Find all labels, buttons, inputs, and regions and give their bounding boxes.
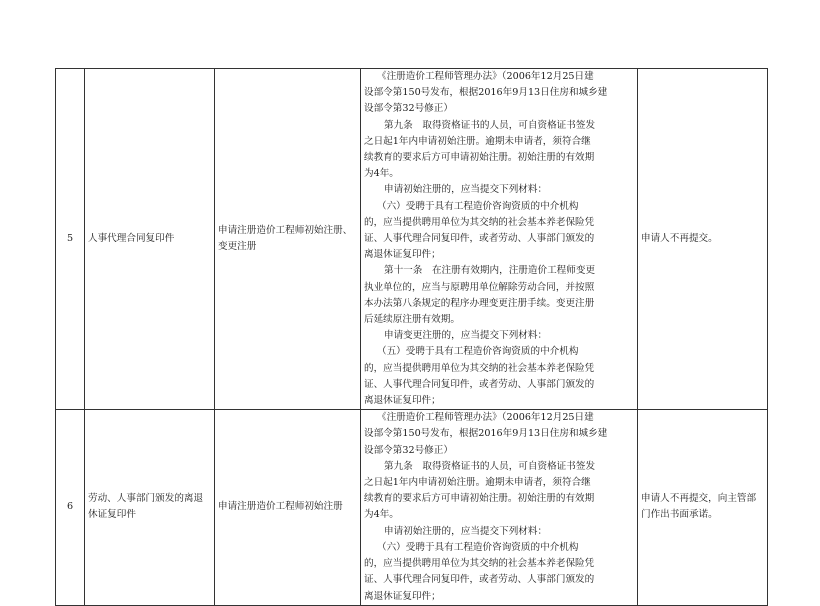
- table-body: [56, 69, 768, 606]
- legal-basis-line: （六）受聘于具有工程造价咨询资质的中介机构: [377, 541, 579, 553]
- legal-basis-line: 后延续原注册有效期。: [364, 314, 460, 326]
- legal-basis-line: 申请初始注册的，应当提交下列材料：: [384, 184, 548, 196]
- service-item: 申请注册造价工程师初始注册、变更注册: [215, 69, 361, 410]
- service-item: 申请注册造价工程师初始注册: [215, 410, 361, 605]
- legal-basis-line: 申请初始注册的，应当提交下列材料：: [384, 525, 548, 537]
- legal-basis-line: 的，应当提供聘用单位为其交纳的社会基本养老保险凭: [364, 558, 595, 570]
- legal-basis: [361, 69, 638, 410]
- legal-basis-line: 证、人事代理合同复印件，或者劳动、人事部门颁发的: [364, 574, 595, 586]
- legal-basis-line: 《注册造价工程师管理办法》（2006年12月25日建: [377, 412, 594, 424]
- table-row: [56, 410, 768, 605]
- legal-basis-line: 设部令第150号发布，根据2016年9月13日住房和城乡建: [364, 87, 608, 99]
- legal-basis-line: 申请变更注册的，应当提交下列材料：: [384, 330, 548, 342]
- legal-basis-line: 之日起1年内申请初始注册。逾期未申请者，须符合继: [364, 135, 591, 147]
- legal-basis-line: 第十一条 在注册有效期内，注册造价工程师变更: [384, 265, 596, 277]
- legal-basis-line: 证、人事代理合同复印件，或者劳动、人事部门颁发的: [364, 233, 595, 245]
- table-row: [56, 69, 768, 410]
- legal-basis-line: 离退休证复印件；: [364, 249, 441, 261]
- legal-basis-line: 执业单位的，应当与原聘用单位解除劳动合同，并按照: [364, 281, 595, 293]
- legal-basis-line: 设部令第150号发布，根据2016年9月13日住房和城乡建: [364, 428, 608, 440]
- legal-basis-line: 离退休证复印件；: [364, 590, 441, 602]
- row-number: 5: [56, 69, 85, 410]
- legal-basis-line: 的，应当提供聘用单位为其交纳的社会基本养老保险凭: [364, 362, 595, 374]
- handling-note: 申请人不再提交，向主管部门作出书面承诺。: [638, 410, 768, 605]
- material-name: 劳动、人事部门颁发的离退休证复印件: [85, 410, 215, 605]
- legal-basis-line: 离退休证复印件；: [364, 395, 441, 407]
- certification-table: [55, 68, 768, 606]
- legal-basis-line: 之日起1年内申请初始注册。逾期未申请者，须符合继: [364, 477, 591, 489]
- legal-basis-line: 续教育的要求后方可申请初始注册。初始注册的有效期: [364, 493, 595, 505]
- legal-basis-line: 第九条 取得资格证书的人员，可自资格证书签发: [384, 460, 596, 472]
- legal-basis-line: 为4年。: [364, 168, 399, 180]
- handling-note: 申请人不再提交。: [638, 69, 768, 410]
- legal-basis: [361, 410, 638, 605]
- row-number: 6: [56, 410, 85, 605]
- legal-basis-line: 《注册造价工程师管理办法》（2006年12月25日建: [377, 71, 594, 82]
- legal-basis-line: 证、人事代理合同复印件，或者劳动、人事部门颁发的: [364, 378, 595, 390]
- legal-basis-line: 的，应当提供聘用单位为其交纳的社会基本养老保险凭: [364, 216, 595, 228]
- legal-basis-line: （六）受聘于具有工程造价咨询资质的中介机构: [377, 200, 579, 212]
- legal-basis-line: 设部令第32号修正）: [364, 103, 453, 115]
- legal-basis-line: 第九条 取得资格证书的人员，可自资格证书签发: [384, 119, 596, 131]
- legal-basis-line: （五）受聘于具有工程造价咨询资质的中介机构: [377, 346, 579, 358]
- legal-basis-line: 设部令第32号修正）: [364, 444, 453, 456]
- legal-basis-line: 本办法第八条规定的程序办理变更注册手续。变更注册: [364, 297, 595, 309]
- legal-basis-line: 为4年。: [364, 509, 399, 521]
- material-name: 人事代理合同复印件: [85, 69, 215, 410]
- legal-basis-line: 续教育的要求后方可申请初始注册。初始注册的有效期: [364, 152, 595, 164]
